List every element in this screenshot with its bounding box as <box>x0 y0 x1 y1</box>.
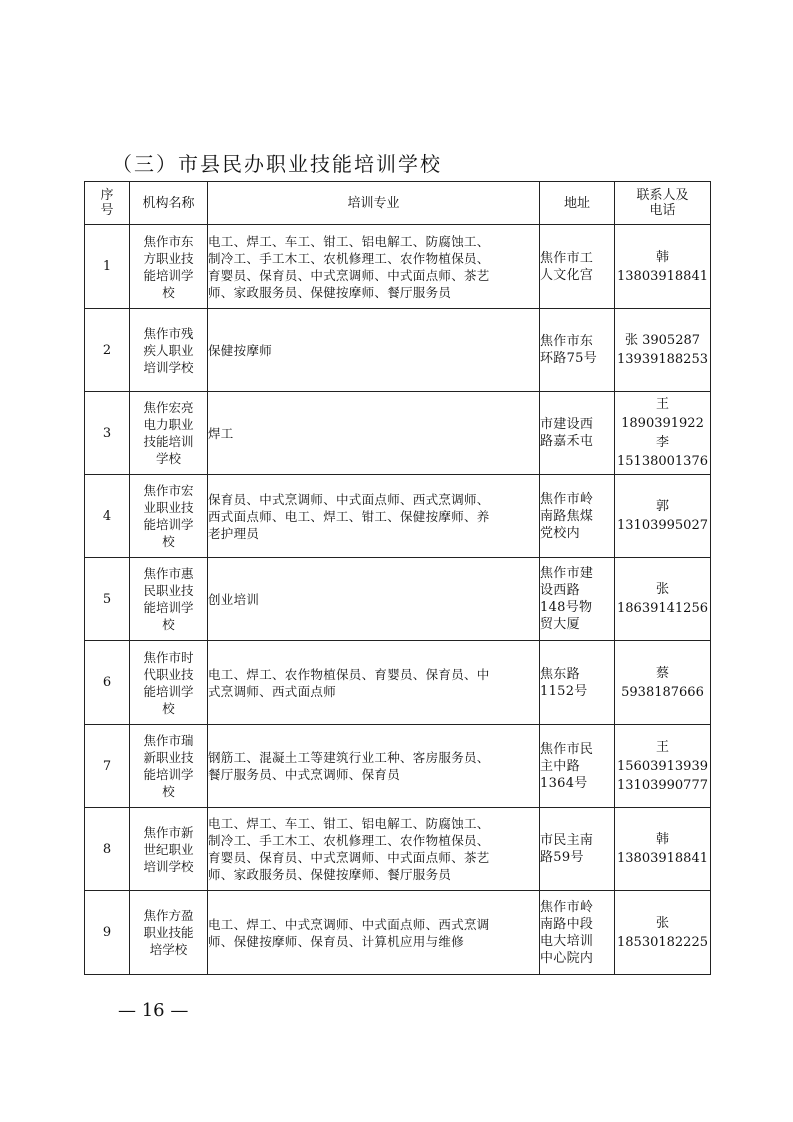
table-row <box>85 225 711 309</box>
cell-major <box>208 808 540 891</box>
cell-line: 餐厅服务员、中式烹调师、保育员 <box>208 767 401 782</box>
cell-line: 南路中段 <box>540 916 594 932</box>
cell-line: 保育员、中式烹调师、中式面点师、西式烹调师、 <box>208 491 490 507</box>
cell-line: 环路75号 <box>540 351 598 366</box>
header-contact: 联系人及 电话 <box>615 182 711 225</box>
cell-major <box>208 725 540 808</box>
cell-line: 焦作市东 <box>143 233 194 249</box>
cell-address <box>540 725 615 808</box>
cell-line: 能培训学 <box>143 267 194 283</box>
cell-seq: 4 <box>85 475 130 558</box>
cell-line: 党校内 <box>540 525 580 541</box>
cell-line: 育婴员、保育员、中式烹调师、中式面点师、茶艺 <box>208 850 490 865</box>
cell-address <box>540 558 615 641</box>
cell-line: 制冷工、手工木工、农机修理工、农作物植保员、 <box>208 250 490 266</box>
cell-org-name <box>130 725 208 808</box>
header-major: 培训专业 <box>208 182 540 225</box>
cell-line: 校 <box>162 700 175 716</box>
cell-line: 148号物 <box>540 600 593 615</box>
cell-line: 民职业技 <box>143 583 194 598</box>
cell-major <box>208 225 540 309</box>
cell-line: 13803918841 <box>617 851 708 866</box>
cell-org-name <box>130 392 208 475</box>
cell-line: 电工、焊工、车工、钳工、铝电解工、防腐蚀工、 <box>208 233 490 249</box>
cell-line: 焦作市瑞 <box>143 733 194 748</box>
cell-line: 焦作市民 <box>540 741 594 757</box>
cell-line: 焦作市时 <box>143 649 194 665</box>
cell-line: 西式面点师、电工、焊工、钳工、保健按摩师、养 <box>208 508 490 524</box>
cell-seq: 2 <box>85 309 130 392</box>
cell-contact <box>615 641 711 725</box>
cell-line: 校 <box>162 784 175 799</box>
cell-line: 焦作市岭 <box>540 899 594 915</box>
cell-line: 郭 <box>655 499 669 514</box>
cell-seq: 1 <box>85 225 130 309</box>
cell-address <box>540 225 615 309</box>
cell-line: 式烹调师、西式面点师 <box>208 683 337 699</box>
cell-line: 焊工 <box>208 425 234 441</box>
table-row <box>85 808 711 891</box>
section-title: （三）市县民办职业技能培训学校 <box>112 152 442 176</box>
cell-line: 创业培训 <box>208 591 260 607</box>
cell-line: 15138001376 <box>617 454 708 469</box>
cell-line: 1152号 <box>540 683 588 699</box>
cell-line: 校 <box>162 534 175 549</box>
table-header-row <box>85 182 711 225</box>
cell-line: 路嘉禾屯 <box>540 434 594 449</box>
cell-line: 业职业技 <box>143 500 194 515</box>
cell-contact <box>615 309 711 392</box>
cell-line: 焦作市新 <box>143 824 194 840</box>
schools-table <box>84 181 711 975</box>
cell-address <box>540 392 615 475</box>
cell-line: 师、家政服务员、保健按摩师、餐厅服务员 <box>208 867 452 882</box>
cell-line: 能培训学 <box>143 517 194 532</box>
cell-line: 老护理员 <box>208 525 260 541</box>
table-row <box>85 725 711 808</box>
cell-line: 张 3905287 <box>624 333 701 348</box>
cell-line: 13803918841 <box>617 268 708 284</box>
cell-line: 中心院内 <box>540 950 594 966</box>
page-number: — 16 — <box>118 1000 189 1021</box>
header-seq: 序 号 <box>85 182 130 225</box>
cell-major <box>208 309 540 392</box>
cell-line: 电工、焊工、车工、钳工、铝电解工、防腐蚀工、 <box>208 816 490 831</box>
cell-address <box>540 309 615 392</box>
header-addr: 地址 <box>540 182 615 225</box>
cell-major <box>208 558 540 641</box>
cell-line: 培训学校 <box>143 359 194 375</box>
cell-line: 师、家政服务员、保健按摩师、餐厅服务员 <box>208 284 452 300</box>
cell-line: 13103990777 <box>617 777 708 793</box>
cell-line: 疾人职业 <box>143 342 194 358</box>
cell-line: 技能培训 <box>143 434 194 449</box>
cell-line: 焦作市惠 <box>143 566 194 581</box>
cell-line: 贸大厦 <box>540 617 580 632</box>
cell-line: 张 <box>655 915 669 931</box>
cell-address <box>540 891 615 975</box>
cell-line: 焦作市岭 <box>540 491 594 507</box>
cell-line: 南路焦煤 <box>540 508 594 524</box>
table-row <box>85 891 711 975</box>
table-row <box>85 475 711 558</box>
cell-address <box>540 475 615 558</box>
cell-line: 主中路 <box>540 758 580 774</box>
cell-contact <box>615 808 711 891</box>
cell-line: 焦东路 <box>540 666 580 682</box>
cell-org-name <box>130 309 208 392</box>
cell-line: 焦作市残 <box>143 325 194 341</box>
cell-seq: 6 <box>85 641 130 725</box>
cell-seq: 5 <box>85 558 130 641</box>
cell-line: 育婴员、保育员、中式烹调师、中式面点师、茶艺 <box>208 267 490 283</box>
cell-org-name <box>130 891 208 975</box>
cell-major <box>208 891 540 975</box>
cell-line: 校 <box>162 617 175 632</box>
cell-line: 焦作市工 <box>540 250 594 266</box>
cell-line: 世纪职业 <box>143 841 194 857</box>
cell-line: 1364号 <box>540 775 588 791</box>
cell-line: 焦作市东 <box>540 334 594 349</box>
table-row <box>85 309 711 392</box>
cell-address <box>540 641 615 725</box>
cell-org-name <box>130 558 208 641</box>
cell-seq: 3 <box>85 392 130 475</box>
header-org: 机构名称 <box>130 182 208 225</box>
cell-line: 蔡 5938187666 <box>621 665 704 700</box>
cell-major <box>208 475 540 558</box>
cell-line: 路59号 <box>540 850 584 865</box>
cell-line: 钢筋工、混凝土工等建筑行业工种、客房服务员、 <box>208 750 490 765</box>
cell-line: 焦作宏亮 <box>143 400 194 415</box>
cell-line: 市建设西 <box>540 417 594 432</box>
table-row <box>85 641 711 725</box>
cell-line: 韩 <box>655 832 669 847</box>
cell-line: 电工、焊工、农作物植保员、育婴员、保育员、中 <box>208 666 490 682</box>
cell-seq: 9 <box>85 891 130 975</box>
cell-org-name <box>130 808 208 891</box>
cell-line: 师、保健按摩师、保育员、计算机应用与维修 <box>208 933 465 949</box>
cell-line: 13939188253 <box>617 352 708 367</box>
cell-org-name <box>130 225 208 309</box>
cell-line: 15603913939 <box>617 758 708 774</box>
table-row <box>85 558 711 641</box>
cell-line: 韩 <box>655 249 669 265</box>
cell-line: 18530182225 <box>617 934 708 950</box>
cell-contact <box>615 392 711 475</box>
cell-line: 代职业技 <box>143 666 194 682</box>
cell-line: 新职业技 <box>143 750 194 765</box>
cell-line: 13103995027 <box>617 518 708 533</box>
cell-org-name <box>130 475 208 558</box>
cell-line: 电力职业 <box>143 417 194 432</box>
cell-line: 制冷工、手工木工、农机修理工、农作物植保员、 <box>208 833 490 848</box>
cell-contact <box>615 891 711 975</box>
cell-line: 张 <box>655 582 669 597</box>
cell-line: 人文化宫 <box>540 267 594 283</box>
cell-line: 王 <box>655 739 669 755</box>
cell-line: 王 1890391922 <box>621 397 704 431</box>
cell-seq: 7 <box>85 725 130 808</box>
cell-line: 焦作方盈 <box>143 908 194 923</box>
cell-line: 方职业技 <box>143 250 194 266</box>
cell-line: 电大培训 <box>540 933 594 949</box>
cell-contact <box>615 725 711 808</box>
cell-line: 焦作市宏 <box>143 483 194 498</box>
cell-line: 能培训学 <box>143 683 194 699</box>
table-row <box>85 392 711 475</box>
cell-line: 校 <box>162 284 175 300</box>
cell-contact <box>615 475 711 558</box>
cell-line: 学校 <box>155 451 181 466</box>
cell-line: 焦作市建 <box>540 566 594 581</box>
cell-line: 设西路 <box>540 583 580 598</box>
cell-line: 李 <box>655 435 669 450</box>
cell-contact <box>615 558 711 641</box>
cell-line: 市民主南 <box>540 833 594 848</box>
cell-seq: 8 <box>85 808 130 891</box>
cell-line: 培学校 <box>149 942 188 957</box>
cell-line: 培训学校 <box>143 858 194 874</box>
cell-major <box>208 641 540 725</box>
cell-contact <box>615 225 711 309</box>
cell-line: 职业技能 <box>143 925 194 940</box>
cell-line: 保健按摩师 <box>208 342 273 358</box>
cell-line: 电工、焊工、中式烹调师、中式面点师、西式烹调 <box>208 916 490 932</box>
cell-line: 能培训学 <box>143 767 194 782</box>
cell-address <box>540 808 615 891</box>
cell-major <box>208 392 540 475</box>
cell-line: 18639141256 <box>617 601 708 616</box>
cell-line: 能培训学 <box>143 600 194 615</box>
cell-org-name <box>130 641 208 725</box>
